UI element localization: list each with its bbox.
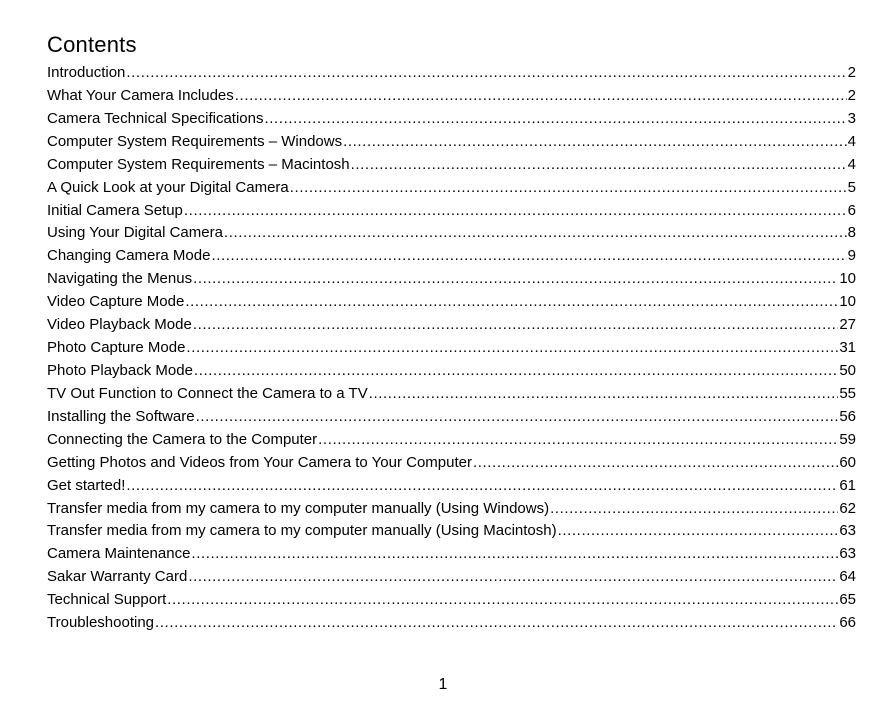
dot-leader bbox=[265, 108, 847, 131]
toc-entry[interactable] bbox=[47, 429, 856, 452]
toc-entry-page: 63 bbox=[839, 545, 856, 563]
dot-leader bbox=[211, 245, 846, 268]
dot-leader bbox=[126, 62, 846, 85]
dot-leader bbox=[184, 200, 847, 223]
toc-entry-label: Photo Playback Mode bbox=[47, 361, 193, 379]
dot-leader bbox=[155, 612, 838, 635]
toc-entry[interactable] bbox=[47, 222, 856, 245]
toc-entry-label: Using Your Digital Camera bbox=[47, 224, 223, 242]
toc-entry-label: Video Capture Mode bbox=[47, 293, 185, 311]
toc-entry-page: 66 bbox=[839, 614, 856, 632]
toc-entry-page: 50 bbox=[839, 361, 856, 379]
dot-leader bbox=[126, 475, 838, 498]
toc-entry-label: Technical Support bbox=[47, 591, 167, 609]
dot-leader bbox=[186, 337, 838, 360]
dot-leader bbox=[224, 222, 847, 245]
toc-entry-page: 2 bbox=[847, 64, 856, 81]
dot-leader bbox=[473, 452, 838, 475]
toc-entry-label: Get started! bbox=[47, 476, 126, 494]
toc-entry[interactable] bbox=[47, 131, 856, 154]
dot-leader bbox=[188, 566, 838, 589]
toc-entry-page: 61 bbox=[839, 476, 856, 494]
toc-entry-page: 4 bbox=[847, 155, 856, 173]
toc-entry-label: Computer System Requirements – Macintosh bbox=[47, 155, 350, 173]
toc-entry-label: Photo Capture Mode bbox=[47, 339, 186, 357]
page-number: 1 bbox=[438, 676, 448, 693]
toc-entry-page: 62 bbox=[839, 499, 856, 517]
toc-entry-page: 10 bbox=[839, 270, 856, 288]
dot-leader bbox=[235, 85, 847, 108]
dot-leader bbox=[318, 429, 838, 452]
table-of-contents bbox=[47, 62, 856, 635]
toc-entry[interactable] bbox=[47, 200, 856, 223]
toc-entry-label: What Your Camera Includes bbox=[47, 86, 234, 104]
toc-entry-page: 56 bbox=[839, 407, 856, 425]
toc-entry[interactable] bbox=[47, 85, 856, 108]
toc-entry[interactable] bbox=[47, 383, 856, 406]
toc-entry[interactable] bbox=[47, 520, 856, 543]
toc-entry[interactable] bbox=[47, 360, 856, 383]
dot-leader bbox=[351, 154, 847, 177]
toc-entry[interactable] bbox=[47, 589, 856, 612]
toc-entry[interactable] bbox=[47, 566, 856, 589]
dot-leader bbox=[167, 589, 838, 612]
dot-leader bbox=[196, 406, 839, 429]
toc-entry-page: 59 bbox=[839, 430, 856, 448]
toc-entry-page: 6 bbox=[847, 201, 856, 219]
toc-entry-label: Changing Camera Mode bbox=[47, 247, 211, 265]
dot-leader bbox=[290, 177, 847, 200]
toc-entry-label: Introduction bbox=[47, 64, 126, 81]
toc-entry[interactable] bbox=[47, 62, 856, 85]
toc-entry-label: A Quick Look at your Digital Camera bbox=[47, 178, 289, 196]
toc-entry[interactable] bbox=[47, 177, 856, 200]
toc-entry-page: 27 bbox=[839, 316, 856, 334]
toc-entry-page: 3 bbox=[847, 109, 856, 127]
toc-entry-label: Navigating the Menus bbox=[47, 270, 193, 288]
dot-leader bbox=[550, 498, 838, 521]
toc-entry-page: 9 bbox=[847, 247, 856, 265]
toc-entry-label: Transfer media from my camera to my computer manually (Using Macintosh) bbox=[47, 522, 557, 540]
toc-entry-label: Transfer media from my camera to my computer manually (Using Windows) bbox=[47, 499, 550, 517]
toc-entry-page: 55 bbox=[839, 384, 856, 402]
toc-entry-page: 4 bbox=[847, 132, 856, 150]
toc-entry-page: 31 bbox=[839, 339, 856, 357]
toc-entry-page: 2 bbox=[847, 86, 856, 104]
dot-leader bbox=[185, 291, 838, 314]
dot-leader bbox=[343, 131, 847, 154]
toc-entry-label: Computer System Requirements – Windows bbox=[47, 132, 343, 150]
dot-leader bbox=[193, 268, 838, 291]
toc-entry-label: Getting Photos and Videos from Your Camera to Your Computer bbox=[47, 453, 472, 471]
toc-entry[interactable] bbox=[47, 337, 856, 360]
toc-entry-label: Troubleshooting bbox=[47, 614, 155, 632]
toc-entry-page: 65 bbox=[839, 591, 856, 609]
dot-leader bbox=[194, 360, 838, 383]
toc-entry-label: Camera Technical Specifications bbox=[47, 109, 264, 127]
toc-entry[interactable] bbox=[47, 268, 856, 291]
toc-entry[interactable] bbox=[47, 452, 856, 475]
toc-entry-page: 8 bbox=[847, 224, 856, 242]
toc-entry-page: 64 bbox=[839, 568, 856, 586]
toc-entry[interactable] bbox=[47, 498, 856, 521]
dot-leader bbox=[369, 383, 839, 406]
toc-entry-label: TV Out Function to Connect the Camera to a TV bbox=[47, 384, 368, 402]
toc-entry-label: Initial Camera Setup bbox=[47, 201, 183, 219]
toc-entry-page: 10 bbox=[839, 293, 856, 311]
toc-entry-label: Installing the Software bbox=[47, 407, 195, 425]
dot-leader bbox=[558, 520, 839, 543]
toc-entry-label: Sakar Warranty Card bbox=[47, 568, 188, 586]
toc-entry[interactable] bbox=[47, 291, 856, 314]
toc-entry[interactable] bbox=[47, 543, 856, 566]
toc-entry[interactable] bbox=[47, 612, 856, 635]
toc-entry-page: 60 bbox=[839, 453, 856, 471]
toc-entry[interactable] bbox=[47, 108, 856, 131]
dot-leader bbox=[191, 543, 838, 566]
toc-entry[interactable] bbox=[47, 475, 856, 498]
toc-entry[interactable] bbox=[47, 154, 856, 177]
toc-entry-label: Connecting the Camera to the Computer bbox=[47, 430, 318, 448]
toc-entry[interactable] bbox=[47, 245, 856, 268]
toc-entry[interactable] bbox=[47, 406, 856, 429]
toc-entry-label: Video Playback Mode bbox=[47, 316, 192, 334]
toc-entry[interactable] bbox=[47, 314, 856, 337]
toc-entry-page: 5 bbox=[847, 178, 856, 196]
toc-entry-page: 63 bbox=[839, 522, 856, 540]
dot-leader bbox=[193, 314, 838, 337]
page-title: Contents bbox=[47, 32, 137, 57]
toc-entry-label: Camera Maintenance bbox=[47, 545, 191, 563]
